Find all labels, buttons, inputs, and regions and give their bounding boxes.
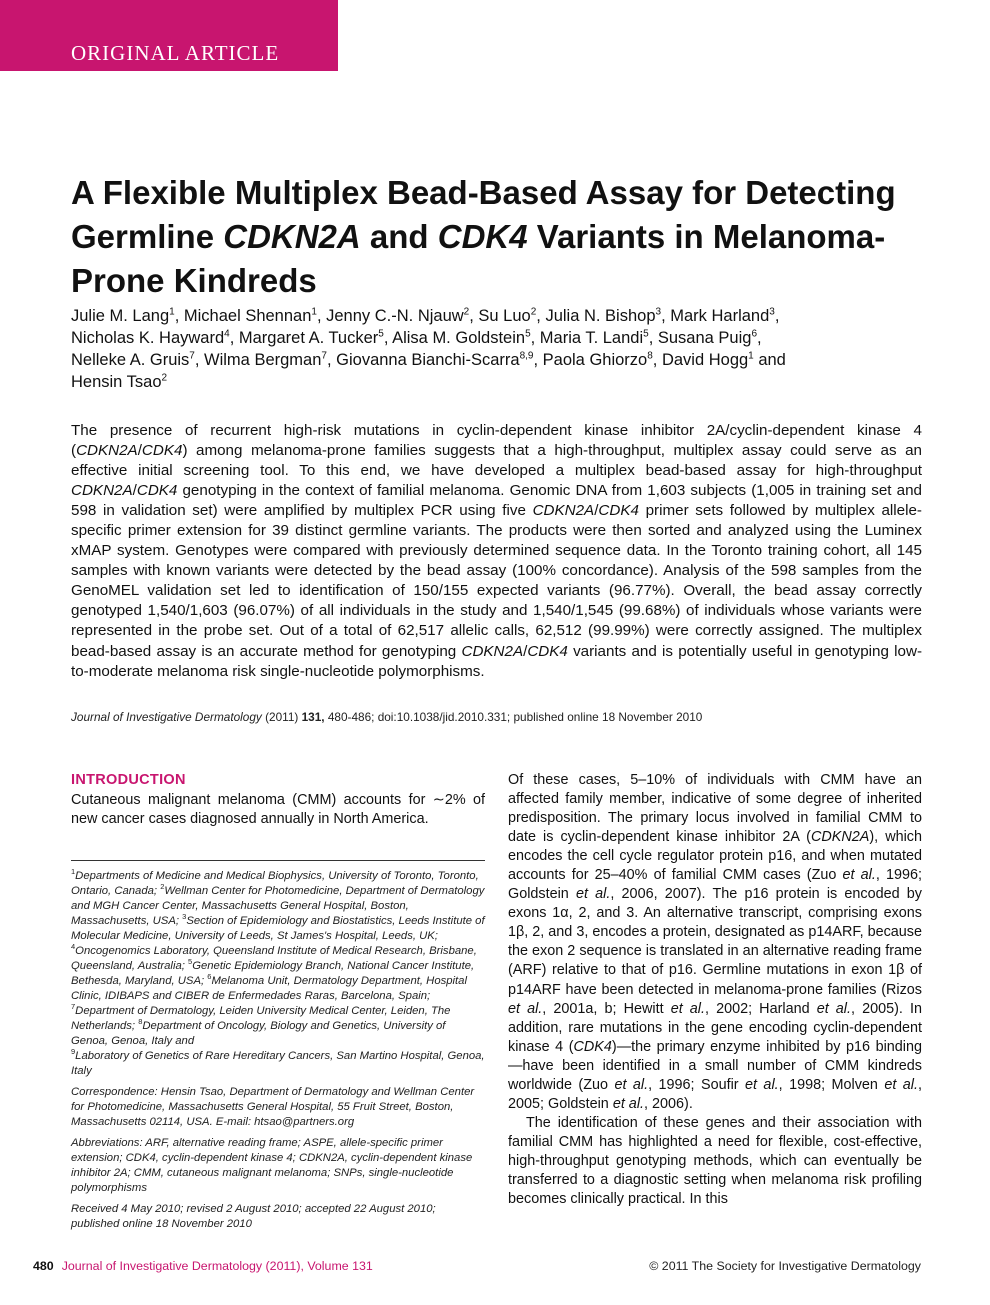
paragraph: The identification of these genes and their association with familial CMM has highlighted a need for flexible, cost-effective, high-throughput genotyping methods, which can eventually be transferred to a diagnostic setting when melanoma risk profiling becomes clinically practical. In this: [508, 1114, 922, 1208]
author-name: Mark Harland: [670, 307, 770, 325]
affiliations: $^1$Departments of Medicine and Medical Biophysics, University of Toronto, Toronto, Ontario, Canada; $^2$Wellman Center for Photomedicine, Department of Dermatology and MGH Cancer Center, Massachusetts General Hospital, Boston, Massachusetts, USA; $^3$Section of Epidemiology and Biostatistics, Leeds Institute of Molecular Medicine, University of Leeds, St James's Hospital, Leeds, UK; $^4$Oncogenomics Laboratory, Queensland Institute of Medical Research, Brisbane, Queensland, Australia; $^5$Genetic Epidemiology Branch, National Cancer Institute, Bethesda, Maryland, USA; $^6$Melanoma Unit, Dermatology Department, Hospital Clinic, IDIBAPS and CIBER de Enfermedades Raras, Barcelona, Spain; $^7$Department of Dermatology, Leiden University Medical Center, Leiden, The Netherlands; $^8$Department of Oncology, Biology and Genetics, University of Genoa, Genoa, Italy and $^9$Laboratory of Genetics of Rare Hereditary Cancers, San Martino Hospital, Genoa, Italy: [71, 867, 485, 1077]
author-name: Alisa M. Goldstein: [392, 329, 526, 347]
author-name: Hensin Tsao: [71, 373, 162, 391]
footnotes: [71, 869, 485, 1238]
paragraph: Of these cases, 5–10% of individuals with CMM have an affected family member, indicative of some degree of inherited predisposition. The primary locus involved in familial CMM to date is cyclin-dependent kinase inhibitor 2A (CDKN2A), which encodes the cell cycle regulator protein p16, and when mutated accounts for 25–40% of familial CMM cases (Zuo et al., 1996; Goldstein et al., 2006, 2007). The p16 protein is encoded by exons 1α, 2, and 3. An alternative transcript, comprising exons 1β, 2, and 3, encodes a protein, designated as p14ARF, because the exon 2 sequence is translated in an alternative reading frame (ARF) relative to that of p16. Germline mutations in exon 1β of p14ARF have been detected in melanoma-prone families (Rizos et al., 2001a, b; Hewitt et al., 2002; Harland et al., 2005). In addition, rare mutations in the gene encoding cyclin-dependent kinase 4 (CDK4)—the primary enzyme inhibited by p16 binding—have been identified in a small number of CMM kindreds worldwide (Zuo et al., 1996; Soufir et al., 1998; Molven et al., 2005; Goldstein et al., 2006).: [508, 772, 923, 1112]
author-name: Julie M. Lang: [71, 307, 170, 325]
author-name: Nicholas K. Hayward: [71, 329, 225, 347]
author-name: Margaret A. Tucker: [238, 329, 379, 347]
received-dates: Received 4 May 2010; revised 2 August 2010; accepted 22 August 2010; published online 18 November 2010: [71, 1203, 436, 1230]
author-name: Paola Ghiorzo: [542, 351, 648, 369]
footnote-divider: [71, 860, 485, 861]
author-name: Susana Puig: [657, 329, 752, 347]
author-name: Michael Shennan: [183, 307, 312, 325]
author-name: Maria T. Landi: [539, 329, 644, 347]
introduction-heading: INTRODUCTION: [71, 772, 186, 788]
abstract: The presence of recurrent high-risk mutations in cyclin-dependent kinase inhibitor 2A/cyclin-dependent kinase 4 (CDKN2A/CDK4) among melanoma-prone families suggests that a high-throughput, multiplex assay could serve as an effective initial screening tool. To this end, we have developed a multiplex bead-based assay for high-throughput CDKN2A/CDK4 genotyping in the context of familial melanoma. Genomic DNA from 1,603 subjects (1,005 in training set and 598 in validation set) were amplified by multiplex PCR using five CDKN2A/CDK4 primer sets followed by multiplex allele-specific primer extension for 39 distinct germline variants. The products were then sorted and analyzed using the Luminex xMAP system. Genotypes were compared with previously determined sequence data. In the Toronto training cohort, all 145 samples with known variants were detected by the bead assay (100% concordance). Analysis of the 598 samples from the GenoMEL validation set led to identification of 150/155 expected variants (96.77%). Overall, the bead assay correctly genotyped 1,540/1,603 (96.07%) of all individuals in the study and 1,540/1,545 (99.68%) of individuals whose variants were represented in the probe set. Out of a total of 62,517 allelic calls, 62,512 (99.99%) were correctly assigned. The multiplex bead-based assay is an accurate method for genotyping CDKN2A/CDK4 variants and is potentially useful in genotyping low-to-moderate melanoma risk single-nucleotide polymorphisms.: [71, 422, 923, 680]
citation-line: Journal of Investigative Dermatology (2011) 131, 480-486; doi:10.1038/jid.2010.331; published online 18 November 2010: [71, 710, 703, 724]
right-column-text: [508, 771, 922, 1209]
author-name: Nelleke A. Gruis: [71, 351, 190, 369]
author-name: David Hogg: [661, 351, 749, 369]
copyright-notice: © 2011 The Society for Investigative Dermatology: [649, 1259, 921, 1273]
author-name: Jenny C.-N. Njauw: [326, 307, 464, 325]
journal-reference: Journal of Investigative Dermatology (2011), Volume 131: [61, 1259, 373, 1273]
page-footer-left: [33, 1259, 373, 1273]
author-name: Giovanna Bianchi-Scarra: [336, 351, 520, 369]
author-list: Julie M. Lang$^1$, Michael Shennan$^1$, Jenny C.-N. Njauw$^2$, Su Luo$^2$, Julia N. Bishop$^3$, Mark Harland$^3$, Nicholas K. Hayward$^4$, Margaret A. Tucker$^5$, Alisa M. Goldstein$^5$, Maria T. Landi$^5$, Susana Puig$^6$, Nelleke A. Gruis$^7$, Wilma Bergman$^7$, Giovanna Bianchi-Scarra$^{8,9}$, Paola Ghiorzo$^8$, David Hogg$^1$ and Hensin Tsao$^2$: [71, 306, 786, 391]
introduction-text: Cutaneous malignant melanoma (CMM) accounts for ∼2% of new cancer cases diagnosed annually in North America.: [71, 792, 485, 827]
article-title: A Flexible Multiplex Bead-Based Assay for Detecting Germline CDKN2A and CDK4 Variants in Melanoma-Prone Kindreds: [71, 174, 896, 299]
section-label: ORIGINAL ARTICLE: [71, 41, 280, 65]
author-name: Su Luo: [478, 307, 531, 325]
author-name: Wilma Bergman: [204, 351, 322, 369]
abbreviations: Abbreviations: ARF, alternative reading frame; ASPE, allele-specific primer extension; CDK4, cyclin-dependent kinase 4; CDKN2A, cyclin-dependent kinase inhibitor 2A; CMM, cutaneous malignant melanoma; SNPs, single-nucleotide polymorphisms: [71, 1137, 473, 1194]
page-number: 480: [33, 1259, 54, 1273]
author-name: Julia N. Bishop: [545, 307, 656, 325]
correspondence: Correspondence: Hensin Tsao, Department of Dermatology and Wellman Center for Photomedicine, Massachusetts General Hospital, 55 Fruit Street, Boston, Massachusetts 02114, USA. E-mail: htsao@partners.org: [71, 1086, 475, 1128]
